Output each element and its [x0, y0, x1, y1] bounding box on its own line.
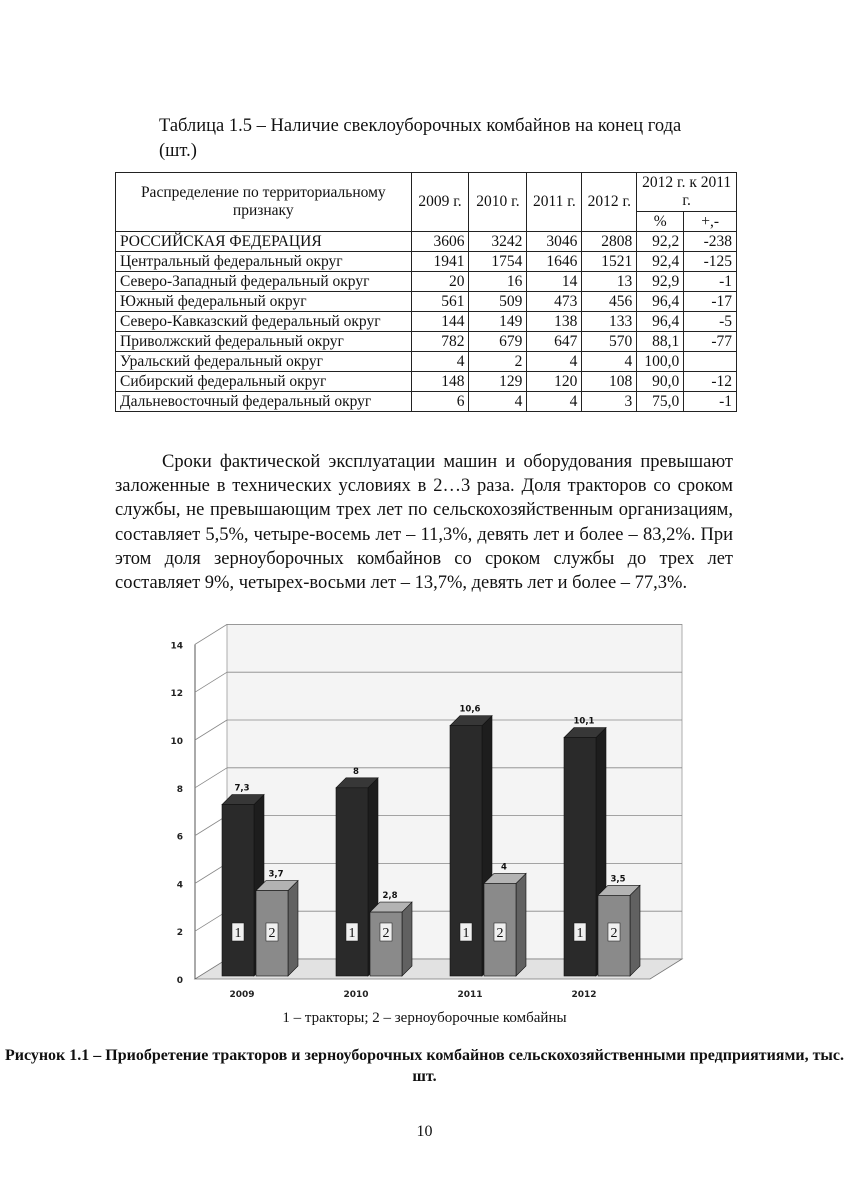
- value-cell: 3046: [527, 232, 582, 252]
- table-row: [116, 352, 737, 372]
- bar-series-1: [336, 788, 368, 976]
- value-cell: 129: [469, 372, 527, 392]
- table-row: [116, 332, 737, 352]
- series-marker: 2: [382, 926, 390, 941]
- value-cell: -17: [684, 292, 737, 312]
- value-cell: 4: [527, 352, 582, 372]
- value-cell: 149: [469, 312, 527, 332]
- header-year: 2009 г.: [411, 173, 469, 232]
- table-row: [116, 292, 737, 312]
- value-cell: 133: [582, 312, 637, 332]
- header-year: 2010 г.: [469, 173, 527, 232]
- chart-legend: 1 – тракторы; 2 – зерноуборочные комбайны: [282, 1010, 567, 1026]
- value-cell: 4: [582, 352, 637, 372]
- region-cell: Дальневосточный федеральный округ: [116, 392, 412, 412]
- value-cell: 1521: [582, 252, 637, 272]
- value-cell: -12: [684, 372, 737, 392]
- value-cell: -1: [684, 272, 737, 292]
- bar-chart: [160, 620, 690, 1005]
- table-row: [116, 232, 737, 252]
- bar-series-2: [370, 912, 402, 976]
- combine-table: [115, 172, 737, 412]
- value-cell: 3242: [469, 232, 527, 252]
- value-cell: 13: [582, 272, 637, 292]
- value-cell: -238: [684, 232, 737, 252]
- series-marker: 2: [268, 926, 276, 941]
- value-cell: [684, 352, 737, 372]
- value-cell: 782: [411, 332, 469, 352]
- data-label: 2,8: [382, 891, 398, 902]
- gridline-diag: [195, 720, 227, 740]
- series-marker: 1: [348, 926, 356, 941]
- header-year: 2011 г.: [527, 173, 582, 232]
- value-cell: 456: [582, 292, 637, 312]
- value-cell: 570: [582, 332, 637, 352]
- value-cell: 90,0: [637, 372, 684, 392]
- table-row: [116, 252, 737, 272]
- value-cell: 96,4: [637, 312, 684, 332]
- value-cell: 561: [411, 292, 469, 312]
- value-cell: 100,0: [637, 352, 684, 372]
- region-cell: Центральный федеральный округ: [116, 252, 412, 272]
- value-cell: 1941: [411, 252, 469, 272]
- y-tick-label: 2: [176, 928, 183, 939]
- x-tick-label: 2012: [571, 990, 597, 1000]
- series-marker: 1: [576, 926, 584, 941]
- region-cell: Сибирский федеральный округ: [116, 372, 412, 392]
- data-label: 10,1: [573, 716, 595, 727]
- gridline-diag: [195, 768, 227, 788]
- value-cell: 88,1: [637, 332, 684, 352]
- value-cell: 509: [469, 292, 527, 312]
- table-row: [116, 392, 737, 412]
- data-label: 7,3: [234, 783, 250, 794]
- x-tick-label: 2009: [229, 990, 255, 1000]
- value-cell: 2: [469, 352, 527, 372]
- x-tick-label: 2010: [343, 990, 369, 1000]
- value-cell: 3: [582, 392, 637, 412]
- value-cell: 148: [411, 372, 469, 392]
- data-label: 8: [353, 766, 359, 777]
- value-cell: 3606: [411, 232, 469, 252]
- y-tick-label: 0: [176, 976, 183, 986]
- page-number: 10: [416, 1123, 433, 1140]
- value-cell: 75,0: [637, 392, 684, 412]
- value-cell: 96,4: [637, 292, 684, 312]
- value-cell: 473: [527, 292, 582, 312]
- data-label: 3,7: [268, 869, 284, 880]
- bar-series-2-side: [630, 885, 640, 976]
- value-cell: 144: [411, 312, 469, 332]
- bar-series-1: [222, 805, 254, 976]
- table-row: [116, 372, 737, 392]
- value-cell: 1754: [469, 252, 527, 272]
- value-cell: 92,4: [637, 252, 684, 272]
- y-tick-label: 14: [170, 641, 183, 652]
- region-cell: Южный федеральный округ: [116, 292, 412, 312]
- series-marker: 2: [610, 926, 618, 941]
- gridline-diag: [195, 624, 227, 644]
- bar-series-2-side: [402, 902, 412, 976]
- region-cell: РОССИЙСКАЯ ФЕДЕРАЦИЯ: [116, 232, 412, 252]
- value-cell: 120: [527, 372, 582, 392]
- body-paragraph: Сроки фактической эксплуатации машин и оборудования превышают заложенные в технических условиях в 2…3 раза. Доля тракторов со сроком службы, не превышающим трех лет по сельскохозяйственным организациям, составляет 5,5%, четыре-восемь лет – 11,3%, девять лет и более – 83,2%. При этом доля зерноуборочных комбайнов со сроком службы до трех лет составляет 9%, четырех-восьми лет – 13,7%, девять лет и более – 77,3%.: [115, 452, 733, 594]
- region-cell: Приволжский федеральный округ: [116, 332, 412, 352]
- value-cell: 108: [582, 372, 637, 392]
- value-cell: 4: [469, 392, 527, 412]
- y-tick-label: 8: [176, 784, 183, 795]
- value-cell: 92,9: [637, 272, 684, 292]
- header-year: 2012 г.: [582, 173, 637, 232]
- header-diff: +,-: [684, 212, 737, 232]
- header-change: 2012 г. к 2011 г.: [637, 173, 737, 212]
- y-tick-label: 10: [170, 737, 183, 747]
- bar-series-2-side: [516, 873, 526, 976]
- value-cell: 4: [527, 392, 582, 412]
- series-marker: 2: [496, 926, 504, 941]
- figure-caption-text: Рисунок 1.1 – Приобретение тракторов и зерноуборочных комбайнов сельскохозяйственными предприятиями, тыс. шт.: [4, 1047, 845, 1085]
- data-label: 10,6: [459, 704, 481, 715]
- table-row: [116, 312, 737, 332]
- header-pct: %: [637, 212, 684, 232]
- value-cell: 4: [411, 352, 469, 372]
- region-cell: Северо-Кавказский федеральный округ: [116, 312, 412, 332]
- region-cell: Северо-Западный федеральный округ: [116, 272, 412, 292]
- value-cell: 14: [527, 272, 582, 292]
- x-tick-label: 2011: [457, 990, 483, 1000]
- value-cell: 2808: [582, 232, 637, 252]
- data-label: 4: [501, 862, 507, 873]
- value-cell: 92,2: [637, 232, 684, 252]
- value-cell: -125: [684, 252, 737, 272]
- value-cell: 647: [527, 332, 582, 352]
- value-cell: 20: [411, 272, 469, 292]
- data-label: 3,5: [610, 874, 626, 885]
- y-tick-label: 6: [176, 832, 183, 843]
- value-cell: 6: [411, 392, 469, 412]
- series-marker: 1: [462, 926, 470, 941]
- value-cell: -1: [684, 392, 737, 412]
- y-tick-label: 4: [176, 880, 183, 891]
- table-row: [116, 272, 737, 292]
- value-cell: 138: [527, 312, 582, 332]
- series-marker: 1: [234, 926, 242, 941]
- value-cell: 1646: [527, 252, 582, 272]
- region-cell: Уральский федеральный округ: [116, 352, 412, 372]
- y-tick-label: 12: [170, 689, 183, 700]
- value-cell: 679: [469, 332, 527, 352]
- value-cell: -5: [684, 312, 737, 332]
- value-cell: 16: [469, 272, 527, 292]
- figure-caption: [0, 1045, 849, 1087]
- gridline-diag: [195, 672, 227, 692]
- bar-series-2-side: [288, 881, 298, 976]
- value-cell: -77: [684, 332, 737, 352]
- header-region: Распределение по территориальному признаку: [116, 173, 412, 232]
- table-caption: Таблица 1.5 – Наличие свеклоуборочных комбайнов на конец года (шт.): [159, 116, 682, 161]
